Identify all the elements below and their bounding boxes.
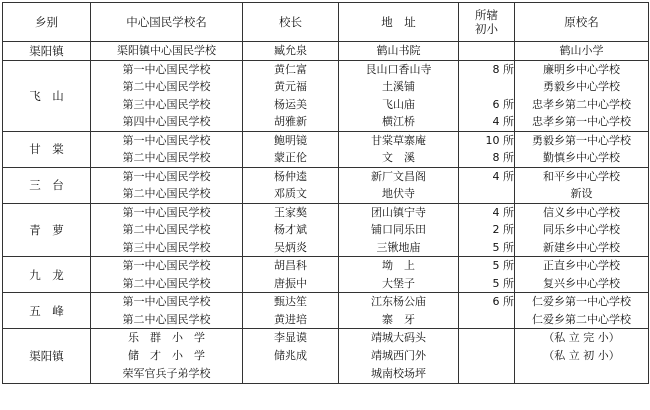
cell-line: 2 所 bbox=[492, 223, 514, 236]
cell-line: 李显谟 bbox=[274, 331, 307, 344]
table-header bbox=[3, 3, 649, 42]
cell-line: 第二中心国民学校 bbox=[122, 187, 211, 200]
principal-cell bbox=[243, 60, 339, 131]
principal-cell bbox=[243, 329, 339, 384]
header-count-line1: 所辖 bbox=[475, 8, 498, 22]
cell-line: 勤慎乡中心学校 bbox=[543, 151, 620, 164]
count-cell bbox=[459, 257, 515, 293]
cell-line: 第二中心国民学校 bbox=[122, 80, 211, 93]
school-table bbox=[2, 2, 649, 384]
cell-line: 靖城大码头 bbox=[371, 331, 426, 344]
cell-line: 4 所 bbox=[492, 169, 514, 183]
cell-line: 10 所 bbox=[485, 133, 514, 147]
cell-line: 第二中心国民学校 bbox=[122, 276, 211, 290]
cell-line: 第四中心国民学校 bbox=[122, 115, 211, 128]
cell-line: 廉明乡中心学校 bbox=[543, 62, 620, 76]
region-cell: 三 台 bbox=[3, 167, 91, 203]
principal-cell bbox=[243, 42, 339, 61]
cell-line: 第一中心国民学校 bbox=[122, 259, 211, 272]
former-cell bbox=[515, 203, 649, 257]
cell-line: 鹤山小学 bbox=[559, 44, 604, 57]
cell-line: 第二中心国民学校 bbox=[122, 151, 211, 164]
address-cell bbox=[339, 131, 459, 167]
table-row bbox=[3, 329, 649, 384]
cell-line: 荣军官兵子弟学校 bbox=[122, 367, 211, 380]
address-cell bbox=[339, 293, 459, 329]
school-cell bbox=[91, 131, 243, 167]
former-cell bbox=[515, 131, 649, 167]
cell-line: 邓质文 bbox=[274, 187, 307, 200]
cell-line: 黄元福 bbox=[274, 80, 307, 93]
address-cell bbox=[339, 203, 459, 257]
header-address: 地 址 bbox=[339, 3, 459, 42]
cell-line: 新建乡中心学校 bbox=[543, 240, 620, 254]
cell-line: 忠孝乡第二中心学校 bbox=[532, 97, 631, 111]
count-cell bbox=[459, 131, 515, 167]
school-cell bbox=[91, 257, 243, 293]
cell-line: 鲍明镜 bbox=[274, 133, 307, 147]
cell-line: 唐振中 bbox=[274, 276, 307, 290]
region-cell: 渠阳镇 bbox=[3, 329, 91, 384]
cell-line: 仁爱乡第二中心学校 bbox=[532, 312, 631, 326]
cell-line: 乐 群 小 学 bbox=[128, 331, 205, 344]
region-cell: 九 龙 bbox=[3, 257, 91, 293]
cell-line: 第三中心国民学校 bbox=[122, 97, 211, 111]
cell-line: 4 所 bbox=[492, 115, 514, 128]
region-cell: 渠阳镇 bbox=[3, 42, 91, 61]
cell-line: 第一中心国民学校 bbox=[122, 295, 211, 308]
header-school: 中心国民学校名 bbox=[91, 3, 243, 42]
address-cell bbox=[339, 60, 459, 131]
table-row bbox=[3, 293, 649, 329]
cell-line: 城南校场坪 bbox=[371, 367, 426, 380]
header-count bbox=[459, 3, 515, 42]
cell-line: 4 所 bbox=[492, 205, 514, 219]
cell-line: 杨才斌 bbox=[274, 223, 307, 236]
school-cell bbox=[91, 293, 243, 329]
cell-line: 同乐乡中心学校 bbox=[543, 223, 620, 236]
school-cell bbox=[91, 329, 243, 384]
table-row bbox=[3, 203, 649, 257]
cell-line: 仁爱乡第一中心学校 bbox=[532, 295, 631, 308]
region-cell: 五 峰 bbox=[3, 293, 91, 329]
table-body bbox=[3, 42, 649, 384]
cell-line: 团山镇宁寺 bbox=[371, 205, 426, 219]
cell-line: 新厂文昌阁 bbox=[371, 169, 426, 183]
cell-line: 靖城西门外 bbox=[371, 349, 426, 362]
former-cell bbox=[515, 60, 649, 131]
cell-line: 黄进培 bbox=[274, 312, 307, 326]
cell-line: 8 所 bbox=[492, 151, 514, 164]
cell-line: 5 所 bbox=[492, 276, 514, 290]
cell-line: 5 所 bbox=[492, 240, 514, 254]
header-principal: 校长 bbox=[243, 3, 339, 42]
former-cell bbox=[515, 329, 649, 384]
cell-line: 文 溪 bbox=[382, 151, 415, 164]
cell-line: 第一中心国民学校 bbox=[122, 169, 211, 183]
former-cell bbox=[515, 293, 649, 329]
cell-line: 杨运美 bbox=[274, 97, 307, 111]
cell-line: 甘棠草寨庵 bbox=[371, 133, 426, 147]
header-former: 原校名 bbox=[515, 3, 649, 42]
cell-line: 坳 上 bbox=[382, 259, 415, 272]
cell-line: 第三中心国民学校 bbox=[122, 240, 211, 254]
table-row bbox=[3, 257, 649, 293]
cell-line: 5 所 bbox=[492, 259, 514, 272]
cell-line: 铺口同乐田 bbox=[371, 223, 426, 236]
table-row bbox=[3, 167, 649, 203]
cell-line: 黄仁富 bbox=[274, 62, 307, 76]
principal-cell bbox=[243, 167, 339, 203]
cell-line: 蒙正伦 bbox=[274, 151, 307, 164]
cell-line: 渠阳镇中心国民学校 bbox=[117, 44, 216, 57]
former-cell bbox=[515, 257, 649, 293]
cell-line: 第一中心国民学校 bbox=[122, 62, 211, 76]
cell-line: 臧允泉 bbox=[274, 44, 307, 57]
cell-line: 艮山口香山寺 bbox=[365, 62, 432, 76]
cell-line: 勇毅乡中心学校 bbox=[543, 80, 620, 93]
address-cell bbox=[339, 329, 459, 384]
cell-line: 王家獒 bbox=[274, 205, 307, 219]
count-cell bbox=[459, 42, 515, 61]
principal-cell bbox=[243, 257, 339, 293]
cell-line: 甄达笙 bbox=[274, 295, 307, 308]
cell-line: 储兆成 bbox=[274, 349, 307, 362]
cell-line: 8 所 bbox=[492, 62, 514, 76]
address-cell bbox=[339, 257, 459, 293]
former-cell bbox=[515, 42, 649, 61]
address-cell bbox=[339, 167, 459, 203]
cell-line: 第二中心国民学校 bbox=[122, 312, 211, 326]
cell-line: 胡昌科 bbox=[274, 259, 307, 272]
cell-line: 储 才 小 学 bbox=[128, 349, 205, 362]
table-row bbox=[3, 131, 649, 167]
principal-cell bbox=[243, 293, 339, 329]
table-row bbox=[3, 60, 649, 131]
count-cell bbox=[459, 60, 515, 131]
principal-cell bbox=[243, 131, 339, 167]
cell-line: 勇毅乡第一中心学校 bbox=[532, 133, 631, 147]
table-row bbox=[3, 42, 649, 61]
region-cell: 飞 山 bbox=[3, 60, 91, 131]
cell-line: 地伏寺 bbox=[382, 187, 415, 200]
cell-line: 寨 牙 bbox=[382, 312, 415, 326]
cell-line: 正直乡中心学校 bbox=[543, 259, 620, 272]
cell-line: 吴炳炎 bbox=[274, 240, 307, 254]
cell-line: 忠孝乡第一中心学校 bbox=[532, 115, 631, 128]
region-cell: 甘 棠 bbox=[3, 131, 91, 167]
cell-line: （私 立 完 小） bbox=[543, 331, 620, 344]
count-cell bbox=[459, 167, 515, 203]
cell-line: 杨仲逵 bbox=[274, 169, 307, 183]
former-cell bbox=[515, 167, 649, 203]
cell-line: （私 立 初 小） bbox=[543, 349, 620, 362]
cell-line: 和平乡中心学校 bbox=[543, 169, 620, 183]
cell-line: 信义乡中心学校 bbox=[543, 205, 620, 219]
cell-line: 江东杨公庙 bbox=[371, 295, 426, 308]
cell-line: 第一中心国民学校 bbox=[122, 133, 211, 147]
count-cell bbox=[459, 203, 515, 257]
school-cell bbox=[91, 167, 243, 203]
header-region: 乡别 bbox=[3, 3, 91, 42]
count-cell bbox=[459, 329, 515, 384]
cell-line: 大堡子 bbox=[382, 276, 415, 290]
address-cell bbox=[339, 42, 459, 61]
cell-line: 新设 bbox=[570, 187, 593, 200]
cell-line: 土溪铺 bbox=[382, 80, 415, 93]
school-cell bbox=[91, 60, 243, 131]
header-count-line2: 初小 bbox=[475, 22, 498, 36]
cell-line: 复兴乡中心学校 bbox=[543, 276, 620, 290]
cell-line: 三锹地庙 bbox=[376, 240, 421, 254]
cell-line: 胡雅新 bbox=[274, 115, 307, 128]
cell-line: 6 所 bbox=[492, 97, 514, 111]
cell-line: 第二中心国民学校 bbox=[122, 223, 211, 236]
cell-line: 第一中心国民学校 bbox=[122, 205, 211, 219]
count-cell bbox=[459, 293, 515, 329]
region-cell: 青 萝 bbox=[3, 203, 91, 257]
cell-line: 6 所 bbox=[492, 295, 514, 308]
principal-cell bbox=[243, 203, 339, 257]
cell-line: 鹤山书院 bbox=[376, 44, 421, 57]
school-cell bbox=[91, 42, 243, 61]
cell-line: 横江桥 bbox=[382, 115, 415, 128]
school-cell bbox=[91, 203, 243, 257]
cell-line: 飞山庙 bbox=[382, 97, 415, 111]
